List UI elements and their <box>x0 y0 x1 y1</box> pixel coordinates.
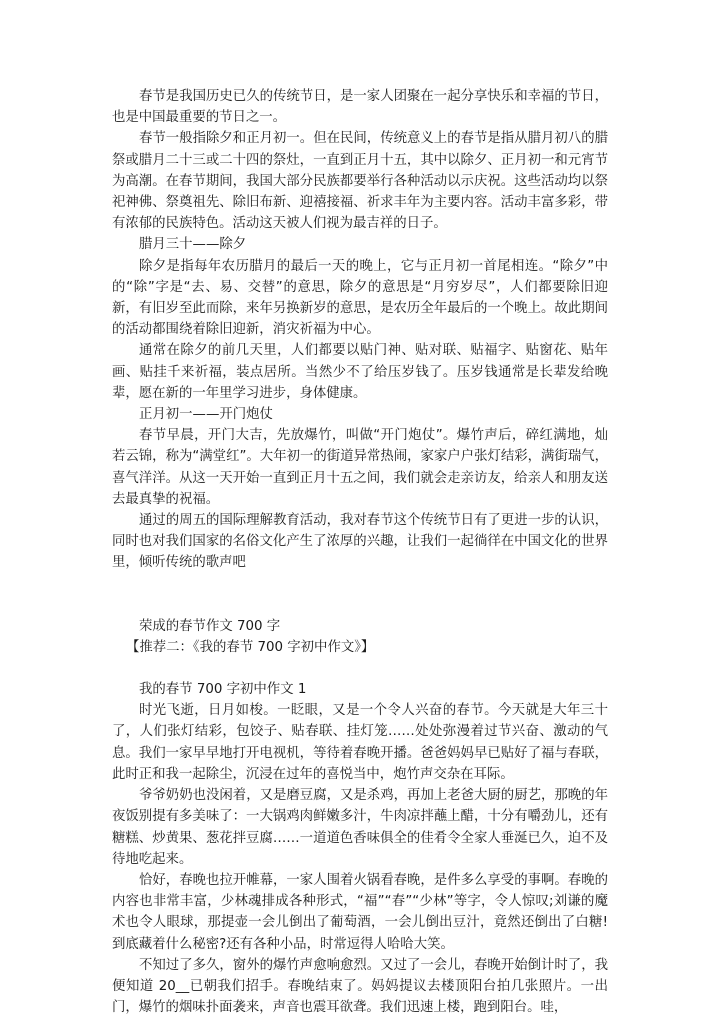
body-paragraph: 春节早晨，开门大吉，先放爆竹，叫做“开门炮仗”。爆竹声后，碎红满地，灿若云锦，称为“满堂红”。大年初一的街道异常热闹，家家户户张灯结彩，满街瑞气，喜气洋洋。从这一天开始一直到正月十五之间，我们就会走亲访友，给亲人和朋友送去最真挚的祝福。 <box>112 428 608 507</box>
section-heading-chuyi: 正月初一——开门炮仗 <box>139 407 273 423</box>
article-title: 荣成的春节作文 700 字 <box>139 618 281 634</box>
body-paragraph: 通过的周五的国际理解教育活动，我对春节这个传统节日有了更进一步的认识，同时也对我们国家的名俗文化产生了浓厚的兴趣，让我们一起徜徉在中国文化的世界里，倾听传统的歌声吧 <box>112 513 608 571</box>
body-paragraph: 爷爷奶奶也没闲着，又是磨豆腐，又是杀鸡，再加上老爸大厨的厨艺，那晚的年夜饭别提有多美味了：一大锅鸡肉鲜嫩多汁，牛肉凉拌蘸上醋，十分有嚼劲儿，还有糖糕、炒黄果、葱花拌豆腐……一道道色香味俱全的佳肴令全家人垂涎已久，迫不及待地吃起来。 <box>112 788 608 867</box>
body-paragraph: 恰好，春晚也拉开帷幕，一家人围着火锅看春晚，是件多么享受的事啊。春晚的内容也非常丰富，少林魂排成各种形式，“福”“春”“少林”等字，令人惊叹;刘谦的魔术也令人眼球，那提壶一会儿倒出了葡萄酒，一会儿倒出豆汁，竟然还倒出了白糖!到底藏着什么秘密?还有各种小品，时常逗得人哈哈大笑。 <box>112 872 608 952</box>
essay-title: 我的春节 700 字初中作文 1 <box>139 682 307 698</box>
body-paragraph: 时光飞逝，日月如梭。一眨眼，又是一个令人兴奋的春节。今天就是大年三十了，人们张灯结彩，包饺子、贴春联、挂灯笼……处处弥漫着过节兴奋、激动的气息。我们一家早早地打开电视机，等待着春晚开播。爸爸妈妈早已贴好了福与春联，此时正和我一起除尘，沉浸在过年的喜悦当中，炮竹声交杂在耳际。 <box>112 703 608 782</box>
body-paragraph: 通常在除夕的前几天里，人们都要以贴门神、贴对联、贴福字、贴窗花、贴年画、贴挂千来祈福，装点居所。当然少不了给压岁钱了。压岁钱通常是长辈发给晚辈，愿在新的一年里学习进步，身体健康。 <box>112 343 608 401</box>
recommend-line: 【推荐二：《我的春节 700 字初中作文》】 <box>126 639 375 655</box>
body-paragraph: 不知过了多久，窗外的爆竹声愈响愈烈。又过了一会儿，春晚开始倒计时了，我便知道 20__已朝我们招手。春晚结束了。妈妈提议去楼顶阳台拍几张照片。一出门，爆竹的烟味扑面袭来，声音也震耳欲聋。我们迅速上楼，跑到阳台。哇， <box>112 957 608 1016</box>
section-heading-chuxi: 腊月三十——除夕 <box>139 237 247 253</box>
spacer <box>112 574 608 616</box>
document-page <box>112 86 608 1018</box>
body-paragraph: 春节是我国历史已久的传统节日，是一家人团聚在一起分享快乐和幸福的节日，也是中国最重要的节日之一。 <box>112 89 608 126</box>
body-paragraph: 春节一般指除夕和正月初一。但在民间，传统意义上的春节是指从腊月初八的腊祭或腊月二十三或二十四的祭灶，一直到正月十五，其中以除夕、正月初一和元宵节为高潮。在春节期间，我国大部分民族都要举行各种活动以示庆祝。这些活动均以祭祀神佛、祭奠祖先、除旧布新、迎禧接福、祈求丰年为主要内容。活动丰富多彩，带有浓郁的民族特色。活动这天被人们视为最吉祥的日子。 <box>112 131 608 232</box>
body-paragraph: 除夕是指每年农历腊月的最后一天的晚上，它与正月初一首尾相连。“除夕”中的“除”字是“去、易、交替”的意思，除夕的意思是“月穷岁尽”，人们都要除旧迎新，有旧岁至此而除，来年另换新岁的意思，是农历全年最后的一个晚上。故此期间的活动都围绕着除旧迎新，消灾祈福为中心。 <box>112 258 608 338</box>
spacer <box>112 658 608 679</box>
